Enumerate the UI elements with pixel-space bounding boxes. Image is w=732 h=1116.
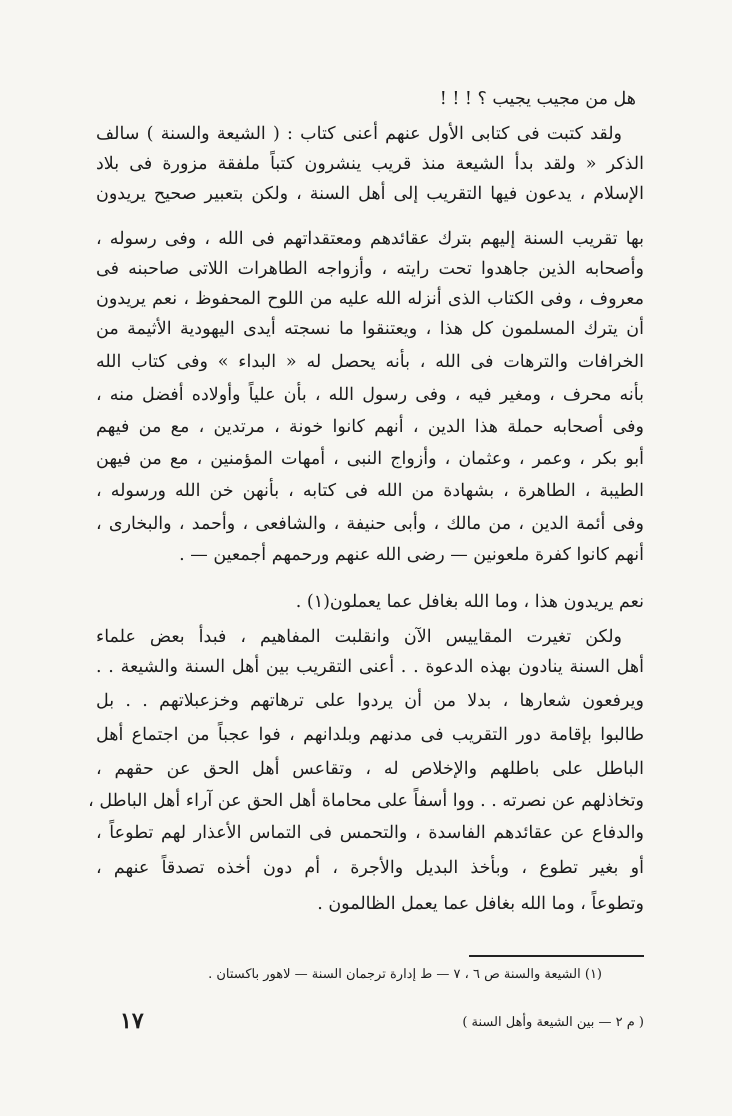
text-line-18: أهل السنة ينادون بهذه الدعوة . . أعنى التقريب بين أهل السنة والشيعة . . bbox=[96, 657, 644, 677]
text-line-19: ويرفعون شعارها ، بدلا من أن يردوا على ترهاتهم وخزعبلاتهم . . بل bbox=[96, 691, 644, 711]
text-line-2: ولقد كتبت فى كتابى الأول عنهم أعنى كتاب : ( الشيعة والسنة ) سالف bbox=[96, 124, 622, 144]
text-line-23: والدفاع عن عقائدهم الفاسدة ، والتحمس فى التماس الأعذار لهم تطوعاً ، bbox=[96, 823, 644, 843]
text-line-14: وفى أئمة الدين ، من مالك ، وأبى حنيفة ، والشافعى ، وأحمد ، والبخارى ، bbox=[96, 514, 644, 534]
text-line-9: الخرافات والترهات فى الله ، بأنه يحصل له « البداء » وفى كتاب الله bbox=[96, 352, 644, 372]
text-line-6: وأصحابه الذين جاهدوا تحت رايته ، وأزواجه الطاهرات اللاتى صاحبنه فى bbox=[96, 259, 644, 279]
footnote: (١) الشيعة والسنة ص ٦ ، ٧ — ط إدارة ترجمان السنة — لاهور باكستان . bbox=[208, 967, 602, 982]
page-number: ١٧ bbox=[120, 1008, 144, 1034]
text-line-22: وتخاذلهم عن نصرته . . ووا أسفاً على محاماة أهل الحق عن آراء أهل الباطل ، bbox=[88, 791, 644, 811]
text-line-12: أبو بكر ، وعمر ، وعثمان ، وأزواج النبى ، أمهات المؤمنين ، مع من فيهن bbox=[96, 449, 644, 469]
text-line-25: وتطوعاً ، وما الله بغافل عما يعمل الظالمون . bbox=[317, 894, 644, 914]
text-line-5: بها تقريب السنة إليهم بترك عقائدهم ومعتقداتهم فى الله ، وفى رسوله ، bbox=[96, 229, 644, 249]
signature-line: ( م ٢ — بين الشيعة وأهل السنة ) bbox=[462, 1015, 644, 1030]
text-line-17: ولكن تغيرت المقاييس الآن وانقلبت المفاهيم ، فبدأ بعض علماء bbox=[96, 627, 622, 647]
text-line-15: أنهم كانوا كفرة ملعونين — رضى الله عنهم ورحمهم أجمعين — . bbox=[179, 545, 644, 565]
text-line-24: أو بغير تطوع ، وبأخذ البديل والأجرة ، أم دون أخذه تصدقاً عنهم ، bbox=[96, 858, 644, 878]
text-line-16: نعم يريدون هذا ، وما الله بغافل عما يعملون(١) . bbox=[295, 592, 644, 612]
footnote-separator bbox=[469, 955, 644, 957]
text-line-1: هل من مجيب يجيب ؟ ! ! ! bbox=[439, 89, 636, 109]
text-line-8: أن يترك المسلمون كل هذا ، ويعتنقوا ما نسجته أيدى اليهودية الأثيمة من bbox=[96, 319, 644, 339]
text-line-10: بأنه محرف ، ومغير فيه ، وفى رسول الله ، بأن علياً وأولاده أفضل منه ، bbox=[96, 385, 644, 405]
text-line-7: معروف ، وفى الكتاب الذى أنزله الله عليه من اللوح المحفوظ ، نعم يريدون bbox=[96, 289, 644, 309]
text-line-20: طالبوا بإقامة دور التقريب فى مدنهم وبلدانهم ، فوا عجباً من اجتماع أهل bbox=[96, 725, 644, 745]
text-line-4: الإسلام ، يدعون فيها التقريب إلى أهل السنة ، ولكن بتعبير صحيح يريدون bbox=[96, 184, 644, 204]
text-line-13: الطيبة ، الطاهرة ، بشهادة من الله فى كتابه ، بأنهن خن الله ورسوله ، bbox=[96, 481, 644, 501]
text-line-11: وفى أصحابه حملة هذا الدين ، أنهم كانوا خونة ، مرتدين ، مع من فيهم bbox=[96, 417, 644, 437]
text-line-21: الباطل على باطلهم والإخلاص له ، وتقاعس أهل الحق عن حقهم ، bbox=[96, 759, 644, 779]
text-line-3: الذكر « ولقد بدأ الشيعة منذ قريب ينشرون كتباً ملفقة مزورة فى بلاد bbox=[96, 154, 644, 174]
